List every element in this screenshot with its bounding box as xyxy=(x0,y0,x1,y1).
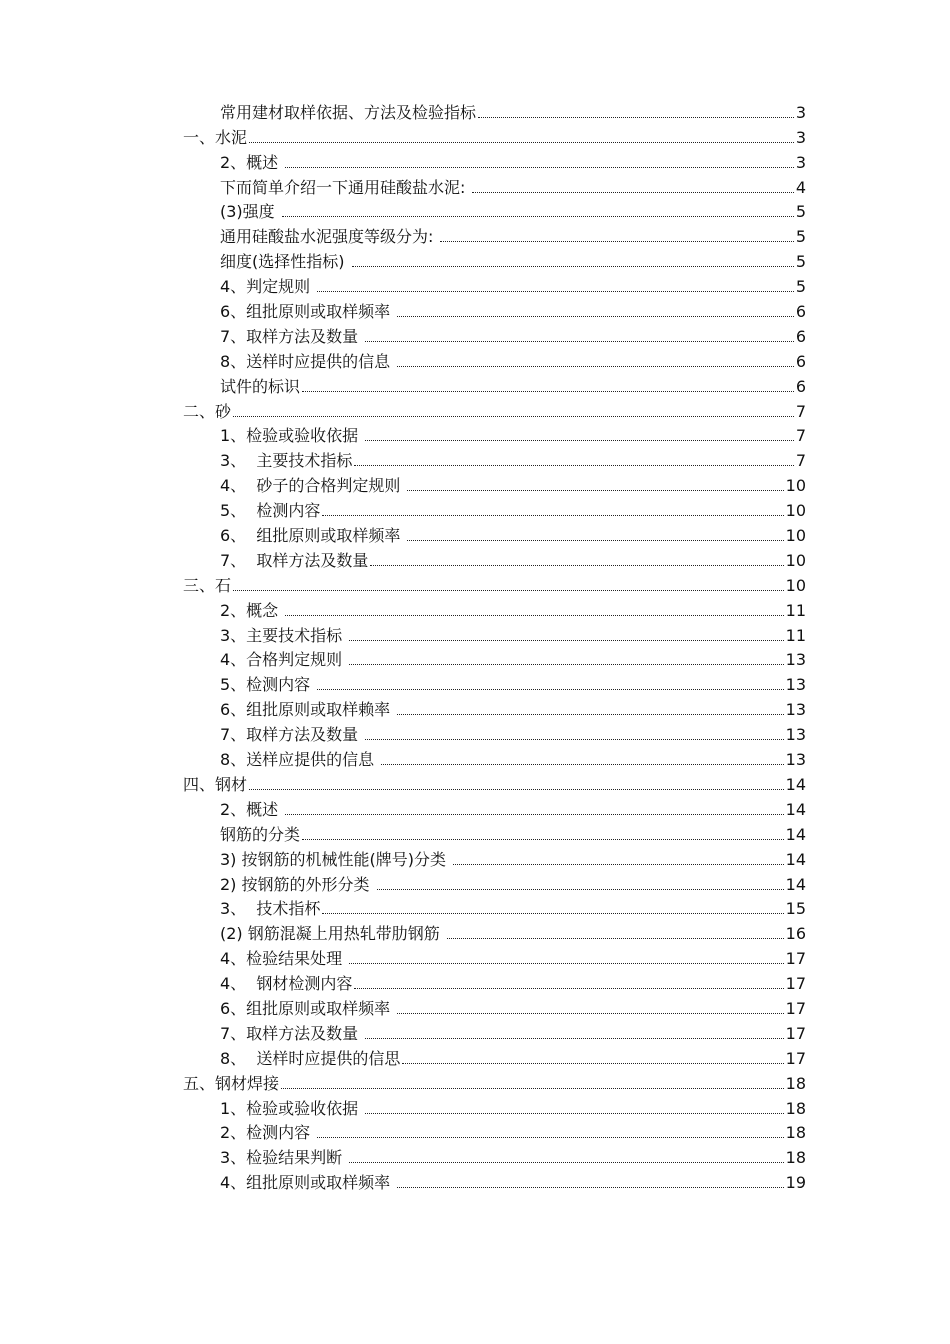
toc-subsection-entry[interactable] xyxy=(0,870,806,895)
toc-subsection-entry[interactable] xyxy=(0,720,806,745)
dot-leader xyxy=(249,142,794,143)
dot-leader xyxy=(349,1162,783,1163)
toc-entry-title: 二、砂 xyxy=(183,401,232,421)
toc-entry-title: 常用建材取样依据、方法及检验指标 xyxy=(220,102,477,122)
dot-leader xyxy=(397,366,794,367)
toc-subsection-entry[interactable] xyxy=(0,173,806,198)
toc-entry-title: 3、主要技术指标 xyxy=(220,625,348,645)
dot-leader xyxy=(349,963,783,964)
toc-subsection-entry[interactable] xyxy=(0,422,806,447)
toc-entry-title: 2、检测内容 xyxy=(220,1123,316,1143)
dot-leader xyxy=(397,1013,783,1014)
toc-page-number: 17 xyxy=(785,974,806,994)
dot-leader xyxy=(453,864,784,865)
dot-leader xyxy=(233,590,784,591)
toc-entry-title: 7、 取样方法及数量 xyxy=(220,550,369,570)
toc-page-number: 14 xyxy=(785,824,806,844)
dot-leader xyxy=(370,565,783,566)
dot-leader xyxy=(322,515,783,516)
toc-entry-title: 7、取样方法及数量 xyxy=(220,725,364,745)
toc-page-number: 6 xyxy=(795,376,806,396)
toc-page-number: 16 xyxy=(785,924,806,944)
toc-page-number: 17 xyxy=(785,1048,806,1068)
toc-subsection-entry[interactable] xyxy=(0,1168,806,1193)
toc-subsection-entry[interactable] xyxy=(0,1019,806,1044)
toc-subsection-entry[interactable] xyxy=(0,148,806,173)
toc-subsection-entry[interactable] xyxy=(0,471,806,496)
toc-subsection-entry[interactable] xyxy=(0,198,806,223)
toc-entry-title: 4、合格判定规则 xyxy=(220,650,348,670)
toc-page-number: 18 xyxy=(785,1073,806,1093)
toc-subsection-entry[interactable] xyxy=(0,297,806,322)
toc-entry-title: 五、钢材焊接 xyxy=(183,1073,280,1093)
dot-leader xyxy=(285,814,783,815)
toc-page-number: 5 xyxy=(795,277,806,297)
toc-subsection-entry[interactable] xyxy=(0,820,806,845)
dot-leader xyxy=(365,440,794,441)
toc-entry-title: 3、 主要技术指标 xyxy=(220,451,353,471)
toc-entry-title: 7、取样方法及数量 xyxy=(220,1023,364,1043)
toc-page-number: 13 xyxy=(785,675,806,695)
dot-leader xyxy=(302,391,794,392)
dot-leader xyxy=(285,615,783,616)
toc-page-number: 13 xyxy=(785,650,806,670)
toc-page-number: 15 xyxy=(785,899,806,919)
dot-leader xyxy=(281,1088,784,1089)
toc-subsection-entry[interactable] xyxy=(0,222,806,247)
toc-subsection-entry[interactable] xyxy=(0,994,806,1019)
toc-section-entry[interactable] xyxy=(0,1069,806,1094)
toc-subsection-entry[interactable] xyxy=(0,596,806,621)
dot-leader xyxy=(397,1187,783,1188)
toc-page-number: 11 xyxy=(785,600,806,620)
toc-entry-title: 2) 按钢筋的外形分类 xyxy=(220,874,375,894)
toc-page-number: 10 xyxy=(785,575,806,595)
toc-subsection-entry[interactable] xyxy=(0,372,806,397)
toc-entry-title: 1、检验或验收依据 xyxy=(220,426,364,446)
dot-leader xyxy=(317,689,783,690)
toc-entry-title: 1、检验或验收依据 xyxy=(220,1098,364,1118)
toc-subsection-entry[interactable] xyxy=(0,621,806,646)
toc-subsection-entry[interactable] xyxy=(0,969,806,994)
dot-leader xyxy=(352,266,794,267)
toc-subsection-entry[interactable] xyxy=(0,272,806,297)
toc-page-number: 18 xyxy=(785,1123,806,1143)
toc-entry-title: 下而简单介绍一下通用硅酸盐水泥: xyxy=(220,177,471,197)
toc-page-number: 14 xyxy=(785,799,806,819)
toc-subsection-entry[interactable] xyxy=(0,1119,806,1144)
toc-entry-title: 通用硅酸盐水泥强度等级分为: xyxy=(220,227,439,247)
toc-page-number: 10 xyxy=(785,550,806,570)
toc-page-number: 7 xyxy=(795,426,806,446)
dot-leader xyxy=(317,291,794,292)
toc-page-number: 5 xyxy=(795,252,806,272)
toc-entry-title: 8、送样应提供的信息 xyxy=(220,750,380,770)
dot-leader xyxy=(381,764,783,765)
toc-entry-title: 钢筋的分类 xyxy=(220,824,301,844)
toc-page-number: 6 xyxy=(795,351,806,371)
dot-leader xyxy=(440,241,793,242)
toc-page-number: 10 xyxy=(785,526,806,546)
toc-subsection-entry[interactable] xyxy=(0,745,806,770)
toc-subsection-entry[interactable] xyxy=(0,98,806,123)
toc-subsection-entry[interactable] xyxy=(0,1044,806,1069)
toc-page-number: 4 xyxy=(795,177,806,197)
dot-leader xyxy=(377,889,784,890)
toc-subsection-entry[interactable] xyxy=(0,670,806,695)
dot-leader xyxy=(365,1038,783,1039)
toc-page-number: 5 xyxy=(795,202,806,222)
toc-entry-title: 8、 送样时应提供的信思 xyxy=(220,1048,401,1068)
toc-entry-title: 8、送样时应提供的信息 xyxy=(220,351,396,371)
toc-entry-title: 三、石 xyxy=(183,575,232,595)
toc-entry-title: 3) 按钢筋的机械性能(牌号)分类 xyxy=(220,849,452,869)
toc-section-entry[interactable] xyxy=(0,123,806,148)
dot-leader xyxy=(354,988,783,989)
toc-entry-title: (3)强度 xyxy=(220,202,280,222)
toc-page-number: 19 xyxy=(785,1173,806,1193)
toc-page-number: 17 xyxy=(785,949,806,969)
toc-entry-title: 3、 技术指杯 xyxy=(220,899,321,919)
toc-entry-title: (2) 钢筋混凝上用热轧带肋钢筋 xyxy=(220,924,445,944)
dot-leader xyxy=(472,192,793,193)
toc-entry-title: 试件的标识 xyxy=(220,376,301,396)
toc-section-entry[interactable] xyxy=(0,571,806,596)
toc-page-number: 17 xyxy=(785,1023,806,1043)
toc-entry-title: 7、取样方法及数量 xyxy=(220,326,364,346)
toc-subsection-entry[interactable] xyxy=(0,695,806,720)
toc-subsection-entry[interactable] xyxy=(0,919,806,944)
toc-entry-title: 2、概述 xyxy=(220,152,284,172)
toc-page-number: 17 xyxy=(785,998,806,1018)
toc-page-number: 14 xyxy=(785,849,806,869)
dot-leader xyxy=(349,640,783,641)
toc-subsection-entry[interactable] xyxy=(0,546,806,571)
toc-subsection-entry[interactable] xyxy=(0,347,806,372)
dot-leader xyxy=(478,117,794,118)
toc-entry-title: 细度(选择性指标) xyxy=(220,252,350,272)
toc-page-number: 18 xyxy=(785,1098,806,1118)
toc-entry-title: 四、钢材 xyxy=(183,774,248,794)
dot-leader xyxy=(249,789,784,790)
toc-entry-title: 4、 钢材检测内容 xyxy=(220,974,353,994)
toc-subsection-entry[interactable] xyxy=(0,1143,806,1168)
dot-leader xyxy=(365,739,783,740)
toc-page-number: 3 xyxy=(795,152,806,172)
toc-entry-title: 3、检验结果判断 xyxy=(220,1148,348,1168)
toc-page-number: 13 xyxy=(785,750,806,770)
toc-page-number: 14 xyxy=(785,774,806,794)
dot-leader xyxy=(302,839,784,840)
toc-entry-title: 2、概述 xyxy=(220,799,284,819)
toc-entry-title: 5、 检测内容 xyxy=(220,501,321,521)
dot-leader xyxy=(407,490,783,491)
dot-leader xyxy=(402,1063,783,1064)
toc-page-number: 13 xyxy=(785,700,806,720)
dot-leader xyxy=(322,913,783,914)
dot-leader xyxy=(285,167,794,168)
dot-leader xyxy=(397,714,783,715)
toc-page-number: 7 xyxy=(795,451,806,471)
toc-entry-title: 4、 砂子的合格判定规则 xyxy=(220,476,406,496)
toc-section-entry[interactable] xyxy=(0,397,806,422)
dot-leader xyxy=(282,216,794,217)
toc-subsection-entry[interactable] xyxy=(0,1094,806,1119)
toc-page-number: 3 xyxy=(795,127,806,147)
toc-subsection-entry[interactable] xyxy=(0,895,806,920)
toc-subsection-entry[interactable] xyxy=(0,646,806,671)
toc-page-number: 13 xyxy=(785,725,806,745)
toc-entry-title: 6、组批原则或取样赖率 xyxy=(220,700,396,720)
toc-page-number: 18 xyxy=(785,1148,806,1168)
toc-page-number: 10 xyxy=(785,476,806,496)
toc-page-number: 11 xyxy=(785,625,806,645)
toc-subsection-entry[interactable] xyxy=(0,845,806,870)
dot-leader xyxy=(349,664,783,665)
toc-subsection-entry[interactable] xyxy=(0,322,806,347)
toc-entry-title: 一、水泥 xyxy=(183,127,248,147)
dot-leader xyxy=(407,540,783,541)
dot-leader xyxy=(365,341,794,342)
dot-leader xyxy=(233,416,794,417)
toc-section-entry[interactable] xyxy=(0,770,806,795)
toc-subsection-entry[interactable] xyxy=(0,795,806,820)
toc-entry-title: 6、组批原则或取样频率 xyxy=(220,998,396,1018)
toc-page-number: 3 xyxy=(795,102,806,122)
toc-entry-title: 4、检验结果处理 xyxy=(220,949,348,969)
toc-page-number: 5 xyxy=(795,227,806,247)
toc-subsection-entry[interactable] xyxy=(0,496,806,521)
toc-page-number: 6 xyxy=(795,302,806,322)
toc-page-number: 6 xyxy=(795,326,806,346)
toc-entry-title: 6、组批原则或取样频率 xyxy=(220,302,396,322)
toc-entry-title: 2、概念 xyxy=(220,600,284,620)
toc-page-number: 14 xyxy=(785,874,806,894)
toc-entry-title: 4、组批原则或取样频率 xyxy=(220,1173,396,1193)
table-of-contents xyxy=(0,98,950,1193)
dot-leader xyxy=(365,1113,783,1114)
dot-leader xyxy=(447,938,784,939)
toc-page-number: 7 xyxy=(795,401,806,421)
dot-leader xyxy=(317,1137,783,1138)
toc-entry-title: 4、判定规则 xyxy=(220,277,316,297)
toc-subsection-entry[interactable] xyxy=(0,247,806,272)
toc-entry-title: 5、检测内容 xyxy=(220,675,316,695)
dot-leader xyxy=(397,316,794,317)
toc-subsection-entry[interactable] xyxy=(0,944,806,969)
toc-page-number: 10 xyxy=(785,501,806,521)
toc-subsection-entry[interactable] xyxy=(0,446,806,471)
toc-entry-title: 6、 组批原则或取样频率 xyxy=(220,526,406,546)
dot-leader xyxy=(354,465,793,466)
toc-subsection-entry[interactable] xyxy=(0,521,806,546)
